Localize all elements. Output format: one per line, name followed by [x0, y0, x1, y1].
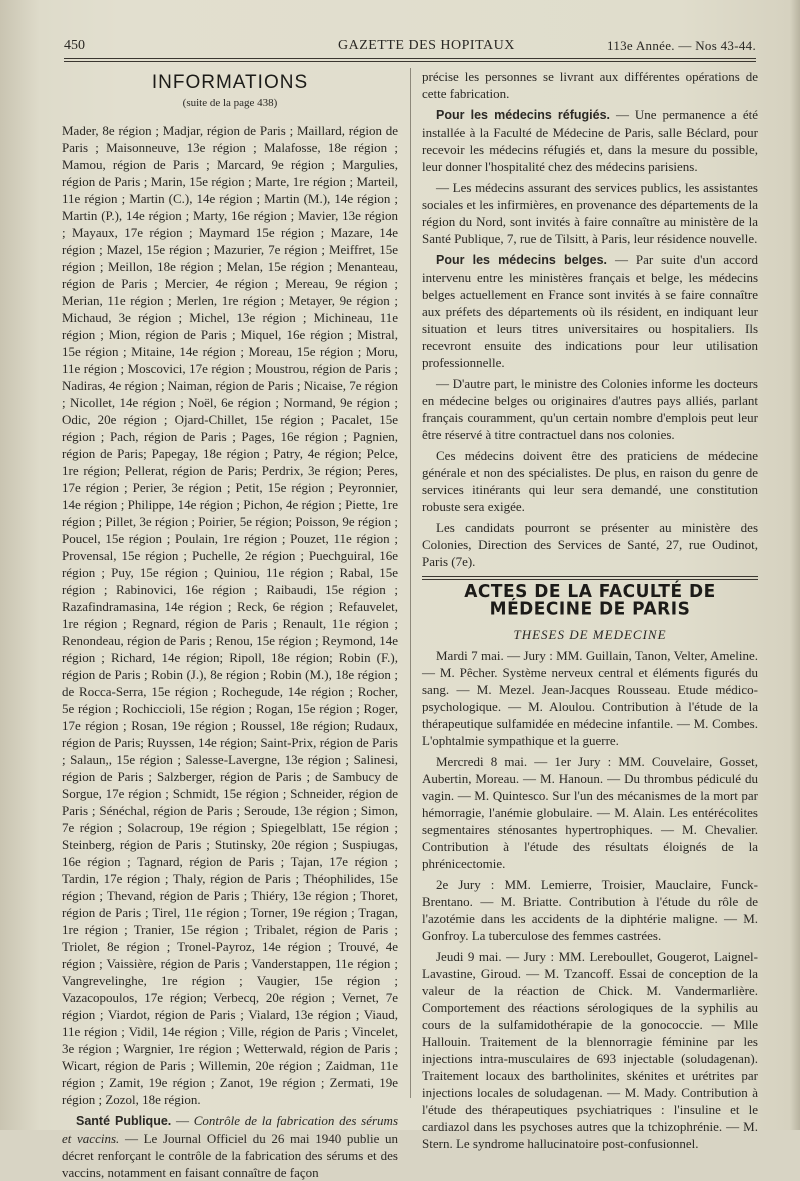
article-sante-publique: Santé Publique. — Contrôle de la fabrication des sérums et vaccins. — Le Journal Officiel du 26 mai 1940 publie un décret renforçant le contrôle de la fabrication des sérums et des vaccins, notamment en faisant connaître de façon — [62, 1113, 399, 1180]
article-medecins-refugies: Pour les médecins réfugiés. — Une permanence a été installée à la Faculté de Médecine de Paris, salle Béclard, pour recevoir les médecins réfugiés et, dans la mesure du possible, leur donner l'hospitalité chez des médecins parisiens. — [422, 107, 759, 174]
header-rule — [64, 58, 756, 59]
article-paragraph: Les candidats pourront se présenter au ministère des Colonies, Direction des Services de Santé, 27, rue Oudinot, Paris (7e). — [422, 520, 758, 569]
article-paragraph: — D'autre part, le ministre des Colonies informe les docteurs en médecine belges ou originaires d'autres pays alliés, parlant français couramment, qu'un certain nombre d'emplois peut leur être réservé à titre contractuel dans nos colonies. — [422, 376, 758, 442]
article-heading: Pour les médecins belges. — [436, 253, 608, 267]
header-rule-thin — [64, 61, 756, 62]
journal-title: GAZETTE DES HOPITAUX — [338, 38, 515, 53]
nominations-list: Mader, 8e région ; Madjar, région de Paris ; Maillard, région de Paris ; Maisonneuve, 13e région ; Malafosse, 18e région ; Mamou, région de Paris ; Marcard, 9e région ; Margulies, région de Paris ; Marin, 15e région ; Marte, 1re région ; Marteil, 11e région ; Martin (C.), 14e région ; Martin (M.), 14e région ; Martin (P.), 14e région ; Marty, 16e région ; Mavier, 13e région ; Mayaux, 17e région ; Maymard 15e région ; Mazare, 14e région ; Mazel, 15e région ; Mazurier, 7e région ; Meiffret, 15e région ; Meillon, 18e région ; Melan, 15e région ; Menanteau, région de Paris ; Mercier, 4e région ; Mereau, 9e région ; Merian, 11e région ; Merlen, 1re région ; Metayer, 9e région ; Michaud, 3e région ; Michel, 13e région ; Michineau, 11e région ; Mion, région de Paris ; Miquel, 16e région ; Mistral, 15e région ; Mitaine, 14e région ; Moreau, 15e région ; Moru, 11e région ; Moscovici, 17e région ; Moustrou, région de Paris ; Nadiras, 4e région ; Naiman, région de Paris ; Nicaise, 7e région ; Nicollet, 14e région ; Noël, 6e région ; Normand, 9e région ; Odic, 20e région ; Ojard-Chillet, 15e région ; Pacalet, 15e région ; Pach, région de Paris ; Pages, 16e région ; Pagnien, région de Paris; Papegay, 18e région ; Patry, 4e région; Pelce, 1re région; Pellerat, région de Paris; Perdrix, 3e région; Peres, 17e région ; Perier, 3e région ; Petit, 15e région ; Peyronnier, 14e région ; Philippe, 14e région ; Pichon, 4e région ; Piette, 1re région ; Pillet, 3e région ; Poirier, 5e région; Poisson, 9e région ; Poucel, 15e région ; Poulain, 1re région ; Pouzet, 11e région ; Provensal, 15e région ; Puchelle, 2e région ; Puechguiral, 16e région ; Puy, 15e région ; Quiniou, 11e région ; Rabal, 15e région ; Rabinovici, 16e région ; Raibaudi, 15e région ; Razafindramasina, 14e région ; Reck, 6e région ; Refauvelet, 1re région ; Regnard, région de Paris ; Renault, 11e région ; Renondeau, région de Paris ; Renou, 15e région ; Reymond, 14e région ; Richard, 14e région; Ripoll, 18e région; Robin (F.), région de Paris ; Robin (J.), 8e région ; Robin (M.), 18e région ; de Rocca-Serra, 15e région ; Rochegude, 14e région ; Rocher, 5e région ; Rochiccioli, 15e région ; Rogan, 15e région ; Roger, 17e région ; Rosan, 19e région ; Roussel, 18e région; Rudaux, région de Paris; Ruyssen, 14e région; Saint-Prix, région de Paris ; Salaun,, 15e région ; Salesse-Lavergne, 13e région ; Salinesi, région de Paris ; Salzberger, région de Paris ; de Sambucy de Sorgue, 17e région ; Schmidt, 15e région ; Schneider, région de Paris ; Sénéchal, région de Paris ; Seroude, 13e région ; Simon, 7e région ; Solacroup, 19e région ; Spiegelblatt, 15e région ; Steinberg, région de Paris ; Stutinsky, 20e région ; Suspiugas, 16e région ; Tagnard, région de Paris ; Tajan, 17e région ; Tardin, 17e région ; Thaly, région de Paris ; Théophilides, 15e région ; Thevand, région de Paris ; Thiéry, 13e région ; Thoret, région de Paris ; Tirel, 11e région ; Torner, 19e région ; Tragan, 1re région ; Tranier, 15e région ; Tribalet, région de Paris ; Triolet, 8e région ; Tronel-Payroz, 14e région ; Trouvé, 4e région ; Vaissière, région de Paris ; Vanderstappen, 11e région ; Vangrevelinghe, 1re région ; Vaugier, 15e région ; Vazacopoulos, 17e région; Verbecq, 20e région ; Vernet, 7e région ; Viardot, région de Paris ; Vialard, 13e région ; Viaud, 11e région ; Vidil, 14e région ; Ville, région de Paris ; Vincelet, 3e région ; Wargnier, 1re région ; Wetterwald, région de Paris ; Wicart, région de Paris ; Willemin, 20e région ; Zaidman, 11e région ; Zamit, 19e région ; Zanot, 19e région ; Zermati, 19e région ; Zozol, 18e région. — [62, 123, 398, 1107]
article-text: Le Journal Officiel du 26 mai 1940 publie un décret renforçant le contrôle de la fabrication des sérums et des vaccins, notamment en faisant connaître de façon — [62, 1131, 398, 1180]
article-paragraph: Ces médecins doivent être des praticiens de médecine générale et non des spécialistes. De plus, en raison du genre de services itinérants qui leur sera demandé, une constitution robuste sera exigée. — [422, 448, 758, 514]
article-heading: Santé Publique. — [76, 1114, 172, 1128]
section-subtitle-theses: THESES DE MEDECINE — [513, 627, 667, 642]
section-rule — [422, 576, 758, 577]
article-heading: Pour les médecins réfugiés. — [436, 108, 611, 122]
left-column — [62, 68, 399, 1180]
section-title-actes: ACTES DE LA FACULTÉ DE MÉDECINE DE PARIS — [464, 581, 716, 620]
thesis-entry: Jeudi 9 mai. — Jury : MM. Lereboullet, Gougerot, Laignel-Lavastine, Giroud. — M. Tzancoff. Essai de conception de la valeur de la réaction de Chick. M. Vandermarlière. Comportement des réactions sérologiques de la syphilis au cours de la sulfamidothérapie de la gonococcie. — Mlle Hallouin. Traitement de la blennorragie féminine par les injections intra-musculaires de 693 injectable (soludagenan). Traitement locaux des bartholinites, skénites et urétrites par injections locales de soludagenan. — M. Mady. Contribution à l'étude des thérapeutiques psychiatriques : l'insuline et le cardiazol dans les psychoses autres que la tchizophrénie. — M. Stern. Le syndrome hallucinatoire post-confusionnel. — [422, 949, 758, 1151]
column-divider — [410, 68, 411, 1098]
article-subheading: Contrôle de la fabrication des sérums et vaccins. — [62, 1113, 399, 1146]
thesis-entry: Mardi 7 mai. — Jury : MM. Guillain, Tanon, Velter, Ameline. — M. Pêcher. Système nerveux central et éléments figurés du sang. — M. Mezel. Jean-Jacques Rousseau. Etude médico-psychologique. — M. Aloulou. Contribution à l'étude de la thérapeutique sulfamidée en médecine infantile. — M. Combes. L'ophtalmie sympathique et la guerre. — [422, 648, 758, 748]
article-medecins-belges: Pour les médecins belges. — Par suite d'un accord intervenu entre les ministères français et belge, les médecins belges actuellement en France sont invités à se faire connaître aux préfets des départements où ils résident, en indiquant leur situation et leurs titres universitaires ou hospitaliers. Ils recevront ensuite des indications pour leur utilisation professionnelle. — [422, 252, 758, 370]
section-rule — [422, 579, 758, 580]
issue-number: 113e Année. — Nos 43-44. — [607, 38, 756, 53]
article-continuation: précise les personnes se livrant aux différentes opérations de cette fabrication. — [422, 69, 758, 101]
actes-section — [422, 576, 758, 1152]
page-number: 450 — [64, 38, 85, 53]
thesis-entry: 2e Jury : MM. Lemierre, Troisier, Mauclaire, Funck-Brentano. — M. Briatte. Contribution à l'étude du rôle de l'azotémie dans les accidents de la diphtérie maligne. — M. Gonfroy. La tuberculose des femmes castrées. — [422, 877, 758, 943]
right-column — [422, 68, 759, 1151]
article-text: Une permanence a été installée à la Faculté de Médecine de Paris, salle Béclard, pour recevoir les médecins réfugiés et, dans la mesure du possible, leur donner l'hospitalité chez des médecins parisiens. — [422, 107, 759, 174]
article-paragraph: — Les médecins assurant des services publics, les assistantes sociales et les infirmières, en provenance des départements de la région du Nord, sont invités à faire connaître au ministère de la Santé Publique, 7, rue de Tilsitt, à Paris, leur résidence nouvelle. — [422, 180, 758, 246]
article-text: Par suite d'un accord intervenu entre les ministères français et belge, les médecins belges actuellement en France sont invités à se faire connaître aux préfets des départements où ils résident, en indiquant leur situation et leurs titres universitaires ou hospitaliers. Ils recevront ensuite des indications pour leur utilisation professionnelle. — [422, 252, 758, 370]
thesis-entry: Mercredi 8 mai. — 1er Jury : MM. Couvelaire, Gosset, Aubertin, Moreau. — M. Hanoun. — Du thrombus pédiculé du vagin. — M. Quintesco. Sur l'un des mécanismes de la mort par hémorragie, l'anémie globulaire. — M. Alain. Les entérécolites segmentaires sténosantes hypertrophiques. — M. Chevalier. Contribution à l'étude des résultats éloignés de la phrénicectomie. — [422, 754, 758, 871]
page-header — [64, 36, 756, 60]
section-title-informations: INFORMATIONS — [151, 72, 309, 93]
section-continuation-note: (suite de la page 438) — [182, 97, 278, 109]
